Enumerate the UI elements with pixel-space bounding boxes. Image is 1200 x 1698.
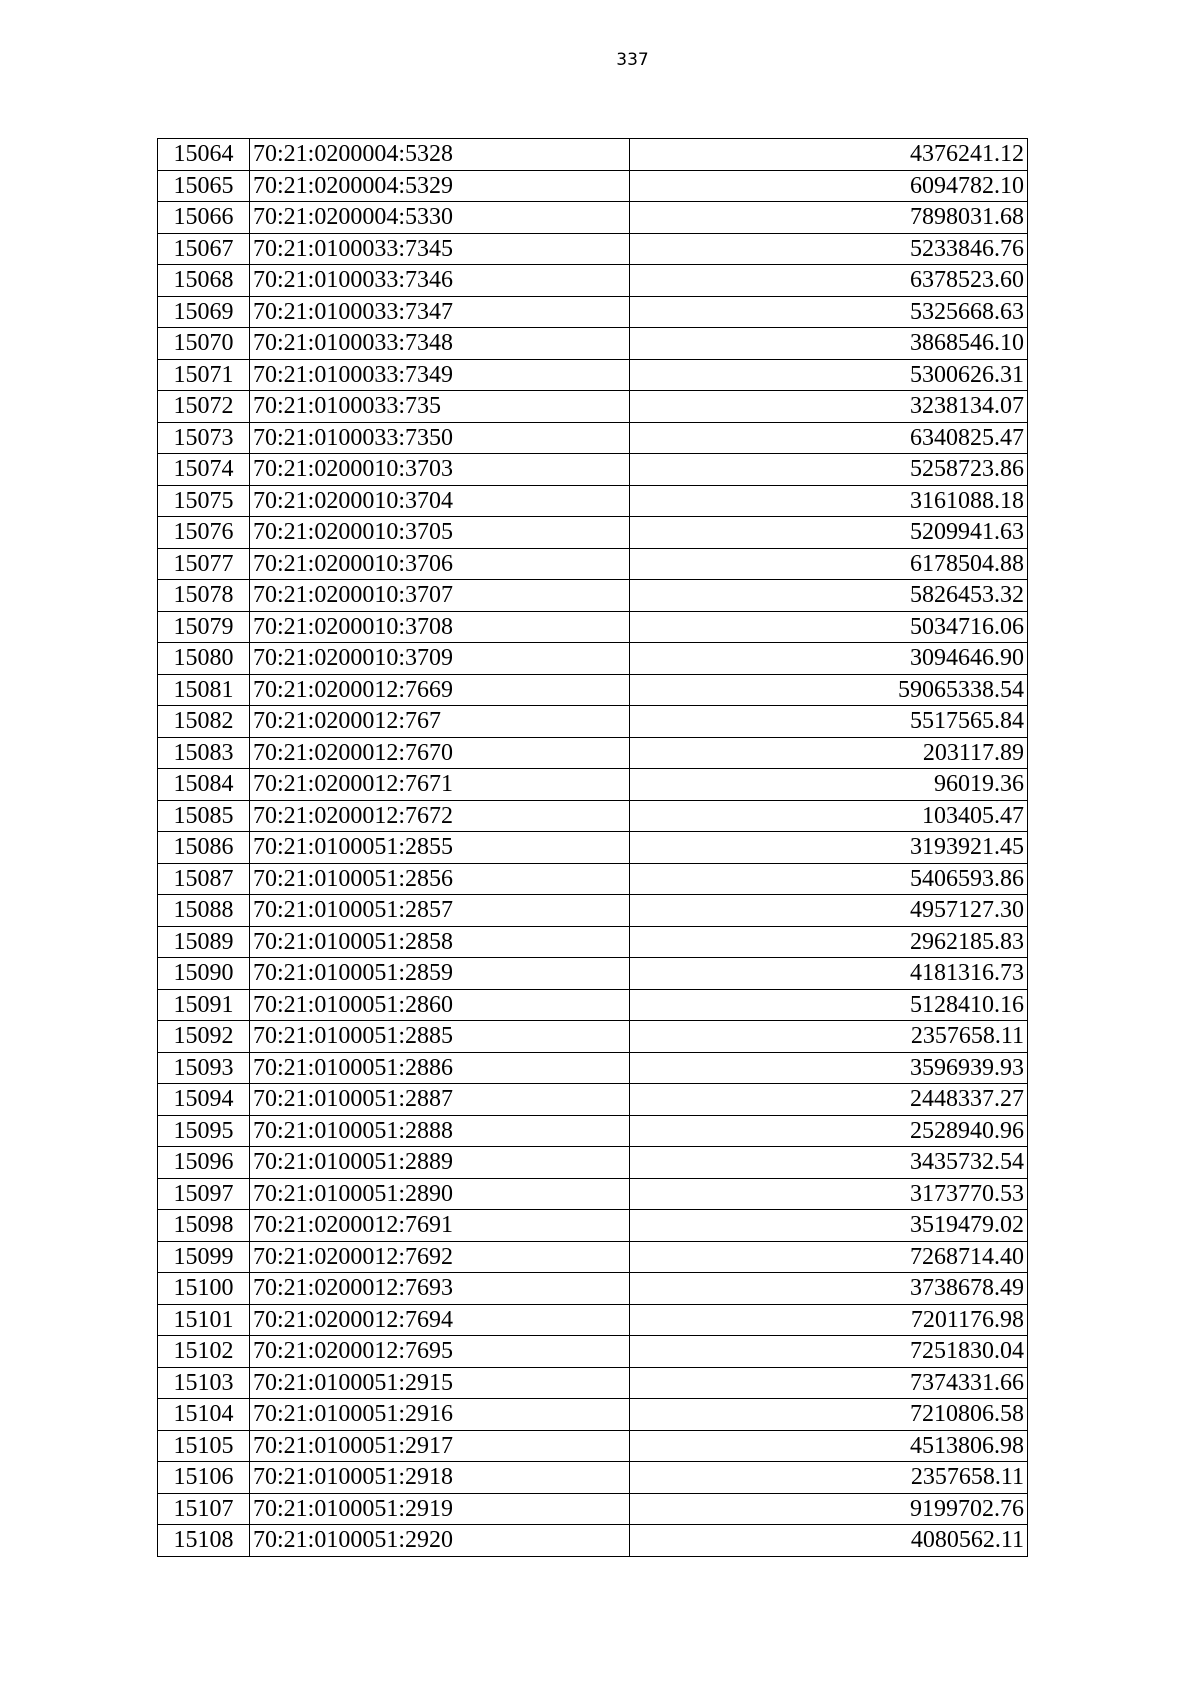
table-row xyxy=(158,454,1028,486)
row-number-cell: 15074 xyxy=(158,454,250,486)
table-row xyxy=(158,359,1028,391)
row-number-cell: 15077 xyxy=(158,548,250,580)
table-row xyxy=(158,1336,1028,1368)
row-number-cell: 15096 xyxy=(158,1147,250,1179)
table-row xyxy=(158,863,1028,895)
cadastral-value-cell: 6094782.10 xyxy=(630,170,1028,202)
page-number: 337 xyxy=(616,50,649,70)
table-row xyxy=(158,1273,1028,1305)
cadastral-value-cell: 5300626.31 xyxy=(630,359,1028,391)
row-number-cell: 15085 xyxy=(158,800,250,832)
row-number-cell: 15108 xyxy=(158,1525,250,1557)
cadastral-number-cell: 70:21:0100051:2916 xyxy=(250,1399,630,1431)
row-number-cell: 15088 xyxy=(158,895,250,927)
cadastral-number-cell: 70:21:0200012:7694 xyxy=(250,1304,630,1336)
table-row xyxy=(158,391,1028,423)
table-row xyxy=(158,1241,1028,1273)
table-row xyxy=(158,139,1028,171)
row-number-cell: 15068 xyxy=(158,265,250,297)
table-row xyxy=(158,1399,1028,1431)
table-row xyxy=(158,580,1028,612)
row-number-cell: 15072 xyxy=(158,391,250,423)
cadastral-value-cell: 4080562.11 xyxy=(630,1525,1028,1557)
table-row xyxy=(158,706,1028,738)
cadastral-value-cell: 3173770.53 xyxy=(630,1178,1028,1210)
row-number-cell: 15066 xyxy=(158,202,250,234)
cadastral-value-cell: 203117.89 xyxy=(630,737,1028,769)
table-row xyxy=(158,170,1028,202)
cadastral-value-cell: 4513806.98 xyxy=(630,1430,1028,1462)
cadastral-number-cell: 70:21:0200012:7671 xyxy=(250,769,630,801)
cadastral-value-cell: 4181316.73 xyxy=(630,958,1028,990)
cadastral-value-cell: 3435732.54 xyxy=(630,1147,1028,1179)
cadastral-value-cell: 6340825.47 xyxy=(630,422,1028,454)
row-number-cell: 15101 xyxy=(158,1304,250,1336)
cadastral-number-cell: 70:21:0200010:3707 xyxy=(250,580,630,612)
row-number-cell: 15065 xyxy=(158,170,250,202)
cadastral-number-cell: 70:21:0200012:7693 xyxy=(250,1273,630,1305)
cadastral-number-cell: 70:21:0200010:3706 xyxy=(250,548,630,580)
row-number-cell: 15080 xyxy=(158,643,250,675)
row-number-cell: 15099 xyxy=(158,1241,250,1273)
cadastral-number-cell: 70:21:0200012:767 xyxy=(250,706,630,738)
table-row xyxy=(158,1525,1028,1557)
row-number-cell: 15089 xyxy=(158,926,250,958)
cadastral-value-cell: 7210806.58 xyxy=(630,1399,1028,1431)
row-number-cell: 15069 xyxy=(158,296,250,328)
table-row xyxy=(158,989,1028,1021)
row-number-cell: 15084 xyxy=(158,769,250,801)
table-row xyxy=(158,1021,1028,1053)
table-row xyxy=(158,611,1028,643)
cadastral-value-cell: 7268714.40 xyxy=(630,1241,1028,1273)
cadastral-number-cell: 70:21:0100033:7348 xyxy=(250,328,630,360)
cadastral-number-cell: 70:21:0100033:7347 xyxy=(250,296,630,328)
cadastral-value-cell: 5258723.86 xyxy=(630,454,1028,486)
cadastral-number-cell: 70:21:0100033:7350 xyxy=(250,422,630,454)
cadastral-number-cell: 70:21:0100051:2919 xyxy=(250,1493,630,1525)
cadastral-value-cell: 3596939.93 xyxy=(630,1052,1028,1084)
cadastral-number-cell: 70:21:0100051:2886 xyxy=(250,1052,630,1084)
table-row xyxy=(158,737,1028,769)
cadastral-number-cell: 70:21:0200012:7691 xyxy=(250,1210,630,1242)
row-number-cell: 15067 xyxy=(158,233,250,265)
cadastral-number-cell: 70:21:0200010:3703 xyxy=(250,454,630,486)
row-number-cell: 15103 xyxy=(158,1367,250,1399)
cadastral-value-cell: 5128410.16 xyxy=(630,989,1028,1021)
cadastral-value-cell: 6178504.88 xyxy=(630,548,1028,580)
cadastral-value-cell: 3193921.45 xyxy=(630,832,1028,864)
cadastral-value-cell: 3161088.18 xyxy=(630,485,1028,517)
table-row xyxy=(158,233,1028,265)
row-number-cell: 15095 xyxy=(158,1115,250,1147)
table-row xyxy=(158,769,1028,801)
cadastral-number-cell: 70:21:0100051:2856 xyxy=(250,863,630,895)
cadastral-value-cell: 2357658.11 xyxy=(630,1462,1028,1494)
row-number-cell: 15102 xyxy=(158,1336,250,1368)
row-number-cell: 15075 xyxy=(158,485,250,517)
cadastral-value-cell: 2448337.27 xyxy=(630,1084,1028,1116)
cadastral-value-cell: 5406593.86 xyxy=(630,863,1028,895)
row-number-cell: 15104 xyxy=(158,1399,250,1431)
cadastral-value-cell: 3094646.90 xyxy=(630,643,1028,675)
cadastral-number-cell: 70:21:0100051:2890 xyxy=(250,1178,630,1210)
table-row xyxy=(158,517,1028,549)
cadastral-value-cell: 7201176.98 xyxy=(630,1304,1028,1336)
cadastral-value-cell: 9199702.76 xyxy=(630,1493,1028,1525)
cadastral-number-cell: 70:21:0100033:7346 xyxy=(250,265,630,297)
cadastral-number-cell: 70:21:0200012:7692 xyxy=(250,1241,630,1273)
table-row xyxy=(158,1304,1028,1336)
cadastral-value-cell: 2528940.96 xyxy=(630,1115,1028,1147)
cadastral-number-cell: 70:21:0200012:7672 xyxy=(250,800,630,832)
table-row xyxy=(158,265,1028,297)
table-row xyxy=(158,1178,1028,1210)
table-body xyxy=(158,139,1028,1557)
row-number-cell: 15107 xyxy=(158,1493,250,1525)
cadastral-number-cell: 70:21:0100033:735 xyxy=(250,391,630,423)
cadastral-number-cell: 70:21:0200010:3708 xyxy=(250,611,630,643)
cadastral-number-cell: 70:21:0100051:2918 xyxy=(250,1462,630,1494)
table-row xyxy=(158,1493,1028,1525)
cadastral-value-cell: 7251830.04 xyxy=(630,1336,1028,1368)
cadastral-number-cell: 70:21:0200010:3705 xyxy=(250,517,630,549)
table-row xyxy=(158,1210,1028,1242)
row-number-cell: 15083 xyxy=(158,737,250,769)
cadastral-number-cell: 70:21:0100051:2887 xyxy=(250,1084,630,1116)
row-number-cell: 15087 xyxy=(158,863,250,895)
row-number-cell: 15064 xyxy=(158,139,250,171)
cadastral-value-cell: 96019.36 xyxy=(630,769,1028,801)
row-number-cell: 15097 xyxy=(158,1178,250,1210)
row-number-cell: 15098 xyxy=(158,1210,250,1242)
table-row xyxy=(158,1430,1028,1462)
table-row xyxy=(158,1052,1028,1084)
cadastral-value-cell: 3738678.49 xyxy=(630,1273,1028,1305)
cadastral-value-cell: 5826453.32 xyxy=(630,580,1028,612)
cadastral-value-cell: 7898031.68 xyxy=(630,202,1028,234)
cadastral-value-cell: 5517565.84 xyxy=(630,706,1028,738)
table-row xyxy=(158,1115,1028,1147)
cadastral-number-cell: 70:21:0100051:2920 xyxy=(250,1525,630,1557)
row-number-cell: 15078 xyxy=(158,580,250,612)
table-row xyxy=(158,895,1028,927)
row-number-cell: 15071 xyxy=(158,359,250,391)
cadastral-number-cell: 70:21:0100051:2858 xyxy=(250,926,630,958)
cadastral-number-cell: 70:21:0100033:7349 xyxy=(250,359,630,391)
table-row xyxy=(158,1084,1028,1116)
row-number-cell: 15073 xyxy=(158,422,250,454)
cadastral-number-cell: 70:21:0100033:7345 xyxy=(250,233,630,265)
table-row xyxy=(158,643,1028,675)
table-row xyxy=(158,958,1028,990)
cadastral-number-cell: 70:21:0100051:2915 xyxy=(250,1367,630,1399)
cadastral-number-cell: 70:21:0200012:7695 xyxy=(250,1336,630,1368)
row-number-cell: 15090 xyxy=(158,958,250,990)
cadastral-number-cell: 70:21:0200010:3704 xyxy=(250,485,630,517)
cadastral-value-cell: 59065338.54 xyxy=(630,674,1028,706)
row-number-cell: 15079 xyxy=(158,611,250,643)
cadastral-value-cell: 3868546.10 xyxy=(630,328,1028,360)
table-row xyxy=(158,202,1028,234)
row-number-cell: 15105 xyxy=(158,1430,250,1462)
cadastral-number-cell: 70:21:0100051:2855 xyxy=(250,832,630,864)
cadastral-number-cell: 70:21:0200012:7670 xyxy=(250,737,630,769)
cadastral-number-cell: 70:21:0200010:3709 xyxy=(250,643,630,675)
row-number-cell: 15081 xyxy=(158,674,250,706)
cadastral-number-cell: 70:21:0200004:5329 xyxy=(250,170,630,202)
table-row xyxy=(158,1462,1028,1494)
row-number-cell: 15076 xyxy=(158,517,250,549)
table-row xyxy=(158,1367,1028,1399)
cadastral-value-cell: 7374331.66 xyxy=(630,1367,1028,1399)
cadastral-value-cell: 3238134.07 xyxy=(630,391,1028,423)
table-row xyxy=(158,485,1028,517)
cadastral-value-cell: 4376241.12 xyxy=(630,139,1028,171)
row-number-cell: 15093 xyxy=(158,1052,250,1084)
table-row xyxy=(158,328,1028,360)
cadastral-value-table xyxy=(157,138,1028,1557)
cadastral-value-cell: 6378523.60 xyxy=(630,265,1028,297)
row-number-cell: 15094 xyxy=(158,1084,250,1116)
cadastral-number-cell: 70:21:0100051:2888 xyxy=(250,1115,630,1147)
cadastral-value-cell: 3519479.02 xyxy=(630,1210,1028,1242)
cadastral-value-cell: 5233846.76 xyxy=(630,233,1028,265)
cadastral-value-cell: 5209941.63 xyxy=(630,517,1028,549)
cadastral-value-cell: 5034716.06 xyxy=(630,611,1028,643)
cadastral-value-cell: 2357658.11 xyxy=(630,1021,1028,1053)
row-number-cell: 15100 xyxy=(158,1273,250,1305)
table-row xyxy=(158,926,1028,958)
row-number-cell: 15070 xyxy=(158,328,250,360)
cadastral-number-cell: 70:21:0100051:2917 xyxy=(250,1430,630,1462)
cadastral-number-cell: 70:21:0100051:2889 xyxy=(250,1147,630,1179)
table-row xyxy=(158,548,1028,580)
table-row xyxy=(158,800,1028,832)
row-number-cell: 15082 xyxy=(158,706,250,738)
table-row xyxy=(158,1147,1028,1179)
cadastral-value-cell: 4957127.30 xyxy=(630,895,1028,927)
table-row xyxy=(158,296,1028,328)
cadastral-value-cell: 2962185.83 xyxy=(630,926,1028,958)
table-row xyxy=(158,422,1028,454)
cadastral-number-cell: 70:21:0100051:2860 xyxy=(250,989,630,1021)
cadastral-value-cell: 103405.47 xyxy=(630,800,1028,832)
row-number-cell: 15106 xyxy=(158,1462,250,1494)
cadastral-number-cell: 70:21:0100051:2857 xyxy=(250,895,630,927)
cadastral-number-cell: 70:21:0200004:5330 xyxy=(250,202,630,234)
row-number-cell: 15086 xyxy=(158,832,250,864)
cadastral-number-cell: 70:21:0200012:7669 xyxy=(250,674,630,706)
cadastral-number-cell: 70:21:0100051:2859 xyxy=(250,958,630,990)
row-number-cell: 15092 xyxy=(158,1021,250,1053)
row-number-cell: 15091 xyxy=(158,989,250,1021)
cadastral-value-cell: 5325668.63 xyxy=(630,296,1028,328)
table-row xyxy=(158,674,1028,706)
cadastral-number-cell: 70:21:0100051:2885 xyxy=(250,1021,630,1053)
table-row xyxy=(158,832,1028,864)
cadastral-number-cell: 70:21:0200004:5328 xyxy=(250,139,630,171)
